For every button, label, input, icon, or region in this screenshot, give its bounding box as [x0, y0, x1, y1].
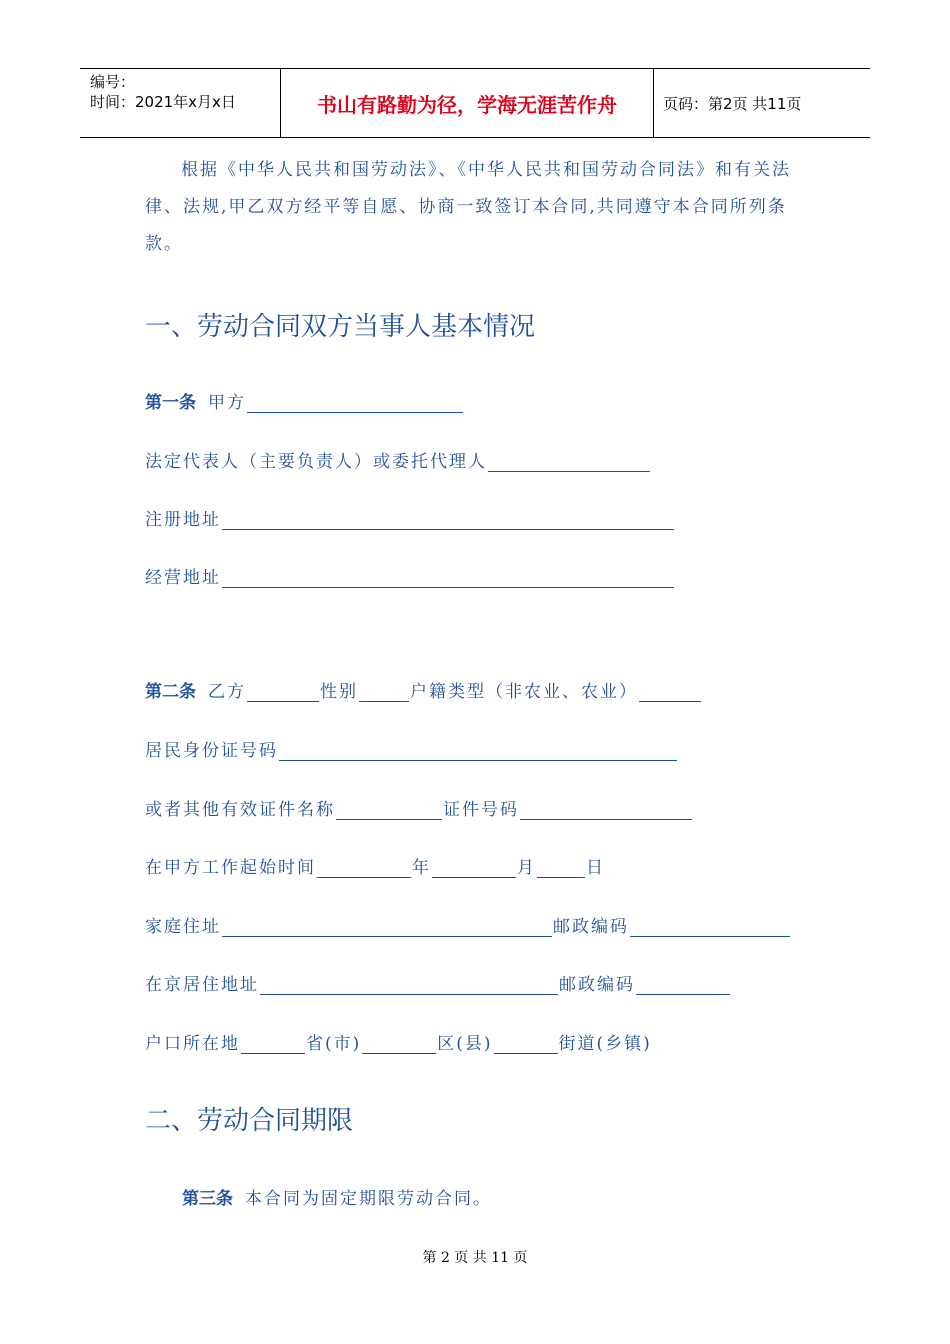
section1-title: 一、劳动合同双方当事人基本情况: [145, 312, 536, 342]
home-address-blank[interactable]: [222, 916, 552, 937]
postcode2-blank[interactable]: [636, 974, 730, 995]
street-label: 街道(乡镇): [558, 1034, 652, 1054]
party-b-label: 乙方: [208, 682, 246, 702]
hukou-type-blank[interactable]: [639, 681, 701, 702]
home-address-row: [145, 912, 791, 937]
other-id-blank[interactable]: [336, 799, 442, 820]
section2-title: 二、劳动合同期限: [145, 1106, 354, 1136]
province-blank[interactable]: [241, 1033, 305, 1054]
beijing-address-row: [145, 970, 731, 995]
day-label: 日: [586, 858, 605, 878]
street-blank[interactable]: [494, 1033, 558, 1054]
postcode2-label: 邮政编码: [559, 975, 635, 995]
party-a-label: 甲方: [208, 393, 246, 413]
id-number-label: 居民身份证号码: [145, 741, 278, 761]
id-number-row: [145, 736, 678, 761]
header-page-info: 页码：第2页 共11页: [663, 94, 802, 113]
legal-rep-blank[interactable]: [488, 451, 650, 472]
party-b-blank[interactable]: [247, 681, 319, 702]
district-blank[interactable]: [362, 1033, 436, 1054]
biz-address-blank[interactable]: [222, 567, 674, 588]
gender-label: 性别: [320, 682, 358, 702]
postcode-label: 邮政编码: [553, 917, 629, 937]
legal-rep-label: 法定代表人（主要负责人）或委托代理人: [145, 452, 487, 472]
legal-rep-row: [145, 447, 651, 472]
article3-text: 本合同为固定期限劳动合同。: [245, 1189, 492, 1209]
intro-paragraph: [145, 152, 805, 263]
beijing-address-label: 在京居住地址: [145, 975, 259, 995]
hukou-location-label: 户口所在地: [145, 1034, 240, 1054]
other-id-row: [145, 795, 693, 820]
header-motto: 书山有路勤为径，学海无涯苦作舟: [317, 92, 617, 117]
reg-address-label: 注册地址: [145, 510, 221, 530]
year-blank[interactable]: [317, 857, 411, 878]
hukou-type-label: 户籍类型（非农业、农业）: [410, 682, 638, 702]
id-no-blank[interactable]: [520, 799, 692, 820]
id-no-label: 证件号码: [443, 800, 519, 820]
article1-party-a: [145, 388, 464, 413]
id-number-blank[interactable]: [279, 740, 677, 761]
biz-address-label: 经营地址: [145, 568, 221, 588]
header-divider: [653, 69, 654, 137]
district-label: 区(县): [437, 1034, 493, 1054]
home-address-label: 家庭住址: [145, 917, 221, 937]
month-label: 月: [517, 858, 536, 878]
beijing-address-blank[interactable]: [260, 974, 558, 995]
intro-text: 根据《中华人民共和国劳动法》、《中华人民共和国劳动合同法》和有关法律、法规,甲乙双方经平等自愿、协商一致签订本合同,共同遵守本合同所列条款。: [145, 160, 791, 254]
page-footer: 第 2 页 共 11 页: [422, 1250, 528, 1266]
hukou-location-row: [145, 1029, 652, 1054]
gender-blank[interactable]: [359, 681, 409, 702]
day-blank[interactable]: [537, 857, 585, 878]
article2-label: 第二条: [145, 682, 196, 702]
party-a-blank[interactable]: [247, 392, 463, 413]
header-meta: [80, 69, 280, 137]
article2-party-b: [145, 677, 702, 702]
year-label: 年: [412, 858, 431, 878]
province-label: 省(市): [306, 1034, 362, 1054]
article3-label: 第三条: [182, 1189, 233, 1209]
number-label: 编号：: [90, 73, 136, 91]
article1-label: 第一条: [145, 393, 196, 413]
page-header: [80, 68, 870, 138]
date-label: 时间：2021年x月x日: [90, 93, 236, 111]
reg-address-row: [145, 505, 675, 530]
biz-address-row: [145, 563, 675, 588]
start-time-row: [145, 853, 605, 878]
other-id-label: 或者其他有效证件名称: [145, 800, 335, 820]
reg-address-blank[interactable]: [222, 509, 674, 530]
month-blank[interactable]: [432, 857, 516, 878]
start-time-label: 在甲方工作起始时间: [145, 858, 316, 878]
postcode-blank[interactable]: [630, 916, 790, 937]
article3-row: [182, 1184, 492, 1209]
